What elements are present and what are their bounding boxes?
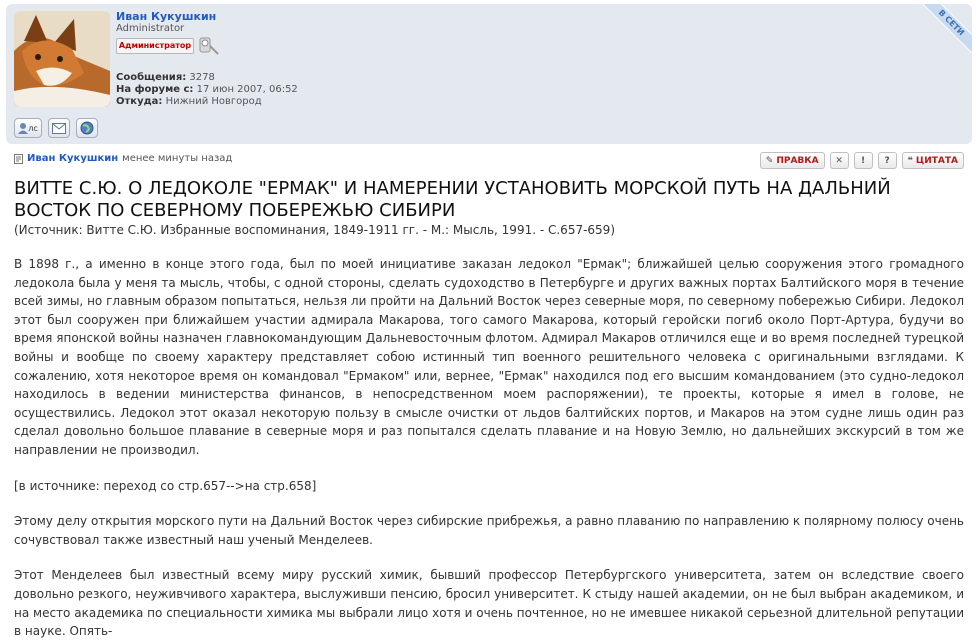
post-meta — [14, 153, 232, 164]
fox-avatar-image — [14, 11, 110, 107]
envelope-icon — [52, 123, 66, 134]
post-source: (Источник: Витте С.Ю. Избранные воспоминания, 1849-1911 гг. - М.: Мысль, 1991. - С.657-659) — [14, 223, 616, 237]
edit-icon: ✎ — [765, 155, 774, 166]
website-button[interactable] — [76, 118, 98, 138]
warning-icon: ! — [861, 155, 866, 166]
profile-username[interactable]: Иван Кукушкин — [116, 10, 217, 23]
post-time: менее минуты назад — [122, 153, 233, 164]
rank-badge: Администратор — [116, 38, 194, 54]
post-paragraph: Этот Менделеев был известный всему миру русский химик, бывший профессор Петербургского университета, затем он вследствие своего довольно резкого, неуживчивого характера, выслуживши пенсию, бросил университет. К стыду нашей академии, он не был выбран академиком, и на место академика по специальности химика мы выбрали лицо хотя и очень почтенное, но не имевшее никакой серьезной длительной репутации в науке. Опять- — [14, 568, 964, 639]
post-paragraph: Этому делу открытия морского пути на Дальний Восток через сибирские прибрежья, а равно плаванию по направлению к полярному полюсу очень сочувствовал также известный наш ученый Менделеев. — [14, 514, 964, 547]
report-button[interactable] — [854, 152, 873, 169]
author-profile-panel — [6, 4, 972, 144]
edit-button[interactable] — [760, 152, 825, 169]
close-icon: ✕ — [835, 155, 843, 166]
edit-label: ПРАВКА — [776, 155, 819, 166]
online-status-ribbon — [910, 4, 972, 66]
quote-button[interactable] — [902, 152, 964, 169]
post-actions — [760, 152, 964, 169]
globe-icon — [80, 121, 94, 135]
profile-stats — [116, 72, 298, 108]
post-paragraph: В 1898 г., а именно в конце этого года, был по моей инициативе заказан ледокол "Ермак"; ближайшей целью сооружения этого громадного ледокола была у меня та мысль, чтобы, с одной стороны, сделать судоходство в Петербурге и других важных портах Балтийского моря в течение всей зимы, но главным образом попытаться, нельзя ли пройти на Дальний Восток через северные моря, по северному побережью Сибири. Ледокол этот был сооружен при ближайшем участии адмирала Макарова, того самого Макарова, который геройски погиб около Порт-Артура, будучи во время японской войны назначен главнокомандующим Дальневосточным флотом. Адмирал Макаров отличился еще и во время последней турецкой войны и вообще по своему характеру представляет собою истинный тип военного решительного человека с оригинальными взглядами. К сожалению, хотя некоторое время он командовал "Ермаком" или, вернее, "Ермак" находился под его высшим командованием (это судно-ледокол находилось в ведении министерства финансов, в непосредственном моем распоряжении), те проекты, которые я имел в голове, не осуществились. Ледокол этот оказал некоторую пользу в смысле очистки от льдов балтийских портов, и Макаров на этом судне лишь один раз сделал довольно большое плавание в северные моря и раз попытался сделать плавание и на Новую Землю, но дальнейших экскурсий в том же направлении не производил. — [14, 257, 964, 457]
delete-button[interactable] — [830, 152, 849, 169]
pm-label: лс — [28, 123, 38, 133]
quote-icon: ❝ — [907, 155, 913, 166]
quote-label: ЦИТАТА — [915, 155, 958, 166]
info-button[interactable] — [878, 152, 897, 169]
post-icon[interactable] — [14, 154, 23, 164]
post-content — [14, 178, 964, 641]
post-paragraph: [в источнике: переход со стр.657-->на стр.658] — [14, 478, 317, 493]
question-icon: ? — [884, 155, 890, 166]
email-button[interactable] — [48, 118, 70, 138]
profile-role: Administrator — [116, 23, 185, 34]
post-author[interactable]: Иван Кукушкин — [27, 153, 119, 164]
admin-rank-icon — [198, 36, 220, 56]
avatar[interactable] — [14, 11, 110, 107]
stat-joined: На форуме с: 17 июн 2007, 06:52 — [116, 84, 298, 95]
user-icon — [18, 122, 28, 134]
post-title: ВИТТЕ С.Ю. О ЛЕДОКОЛЕ "ЕРМАК" И НАМЕРЕНИИ УСТАНОВИТЬ МОРСКОЙ ПУТЬ НА ДАЛЬНИЙ ВОСТОК ПО СЕВЕРНОМУ ПОБЕРЕЖЬЮ СИБИРИ — [14, 178, 891, 221]
profile-contact-buttons — [14, 118, 98, 138]
post-header-bar — [14, 152, 964, 172]
stat-posts: Сообщения: 3278 — [116, 72, 215, 83]
stat-location: Откуда: Нижний Новгород — [116, 96, 262, 107]
pm-button[interactable] — [14, 118, 42, 138]
online-status-label: В СЕТИ — [917, 4, 972, 57]
